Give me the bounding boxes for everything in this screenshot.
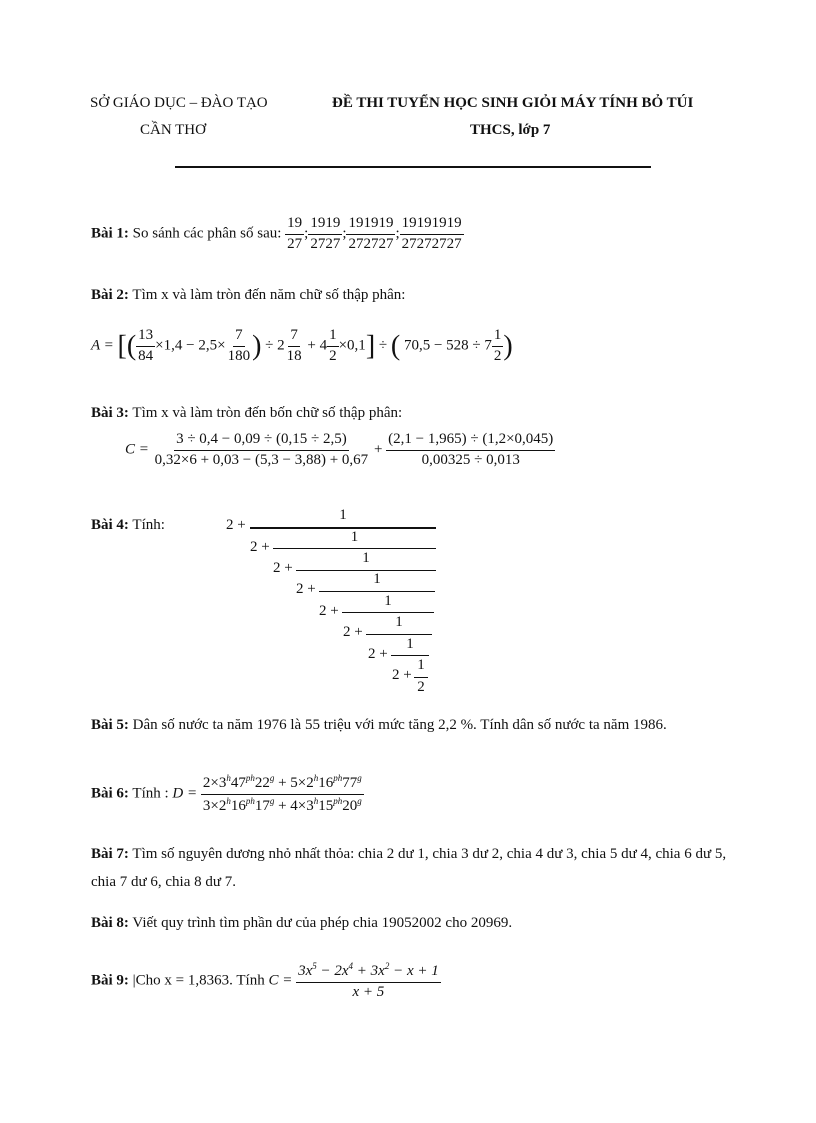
problem-9-fraction: $\frac{3x^5 - 2x^4 + 3x^2 - x + 1}{x + 5}$ <box>298 961 439 1000</box>
problem-2-text: Tìm x và làm tròn đến năm chữ số thập phân: <box>132 287 406 303</box>
problem-3-label: Bài 3: <box>91 405 129 421</box>
problem-6-fraction: $\frac{2\times 3^h47^{ph}22^g + 5\times 2^h16^{ph}77^g}{3\times 2^h16^{ph}17^g + 4\times 3^h15^{ph}20^g}$ <box>202 773 362 814</box>
problem-7-text: Tìm số nguyên dương nhỏ nhất thỏa: chia 2 dư 1, chia 3 dư 2, chia 4 dư 3, chia 5 dư 4, chia 6 dư 5, chia 7 dư 6, chia 8 dư 7. <box>91 846 727 890</box>
problem-4-label: Bài 4: <box>91 517 129 533</box>
department-city: CẦN THƠ <box>140 122 206 138</box>
problem-8 <box>91 915 512 932</box>
problem-3-heading <box>91 405 402 422</box>
problem-9-label: Bài 9: <box>91 972 129 989</box>
header-divider <box>175 166 651 168</box>
problem-5 <box>91 717 667 734</box>
problem-9-text: |Cho x = 1,8363. Tính <box>132 972 265 989</box>
problem-1: Bài 1: So sánh các phân số sau: $\frac{19}{27}$ ; $\frac{1919}{2727}$ ; $\frac{191919}{272727}$ ; $\frac{19191919}{27272727}$ <box>91 215 462 252</box>
problem-2-formula: A = [( $\frac{13}{84}$ ×1,4 − 2,5× $\frac{7}{180}$ ) ÷ 2 $\frac{7}{18}$ + 4 $\frac{1}{2}$ ×0,1] ÷ ( 70,5 − 528 ÷ 7 $\frac{1}{2}$ ) <box>91 327 513 364</box>
problem-8-label: Bài 8: <box>91 915 129 931</box>
problem-8-text: Viết quy trình tìm phần dư của phép chia 19052002 cho 20969. <box>132 915 513 931</box>
department-name: SỞ GIÁO DỤC – ĐÀO TẠO <box>90 95 268 111</box>
exam-subtitle: THCS, lớp 7 <box>470 122 551 138</box>
problem-1-label: Bài 1: <box>91 225 129 242</box>
exam-title: ĐỀ THI TUYỂN HỌC SINH GIỎI MÁY TÍNH BỎ TÚI <box>332 95 694 111</box>
problem-2-label: Bài 2: <box>91 287 129 303</box>
problem-6-label: Bài 6: <box>91 785 129 802</box>
problem-5-text: Dân số nước ta năm 1976 là 55 triệu với mức tăng 2,2 %. Tính dân số nước ta năm 1986. <box>132 717 667 733</box>
fraction: $\frac{19191919}{27272727}$ <box>401 215 462 252</box>
problem-1-text: So sánh các phân số sau: <box>132 225 282 242</box>
fraction: $\frac{191919}{272727}$ <box>348 215 394 252</box>
problem-6-text: Tính : <box>132 785 169 802</box>
problem-3-formula: C = $\frac{3 \div 0,4 - 0,09 \div (0,15 \div 2,5)}{0,32\times 6 + 0,03 - (5,3 - 3,88) + 0,67}$ + $\frac{(2,1 - 1,965) \div (1,2\times 0,045)}{0,00325 \div 0,013}$ <box>125 431 554 468</box>
problem-3-text: Tìm x và làm tròn đến bốn chữ số thập phân: <box>132 405 403 421</box>
fraction: $\frac{1919}{2727}$ <box>310 215 341 252</box>
problem-6: Bài 6: Tính : D = $\frac{2\times 3^h47^{ph}22^g + 5\times 2^h16^{ph}77^g}{3\times 2^h16^{ph}17^g + 4\times 3^h15^{ph}20^g}$ <box>91 773 362 814</box>
problem-4-heading <box>91 517 165 534</box>
problem-9: Bài 9: |Cho x = 1,8363. Tính C = $\frac{3x^5 - 2x^4 + 3x^2 - x + 1}{x + 5}$ <box>91 961 439 1000</box>
problem-5-label: Bài 5: <box>91 717 129 733</box>
problem-7 <box>91 840 746 896</box>
problem-4-text: Tính: <box>132 517 165 533</box>
problem-2-heading <box>91 287 405 304</box>
problem-7-label: Bài 7: <box>91 846 129 862</box>
fraction: $\frac{19}{27}$ <box>287 215 303 252</box>
